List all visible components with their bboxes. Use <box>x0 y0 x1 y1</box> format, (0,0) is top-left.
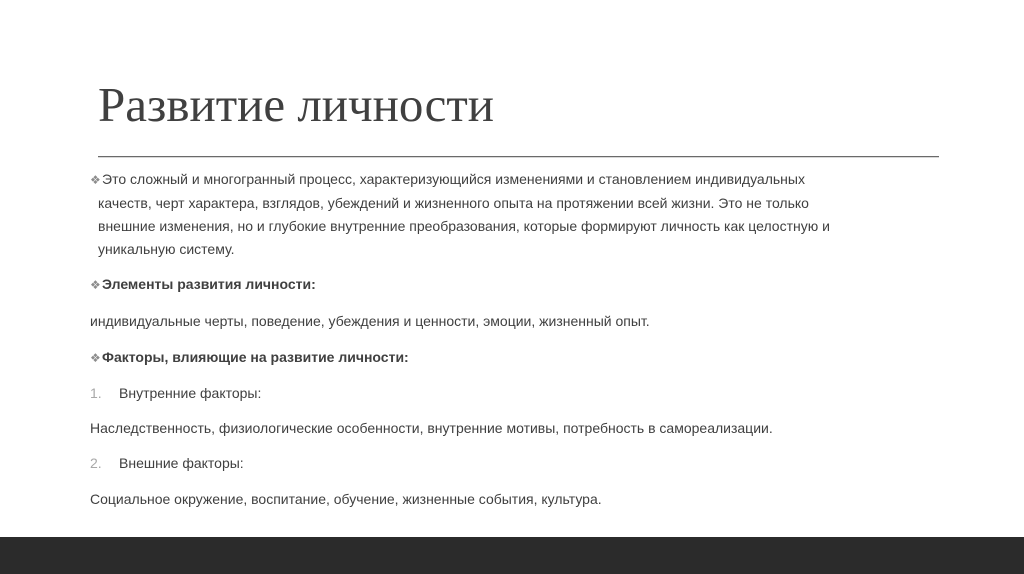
factors-heading <box>90 346 950 370</box>
bottom-bar <box>0 537 1024 574</box>
elements-heading-text: Элементы развития личности: <box>102 276 316 292</box>
slide-content <box>90 168 950 511</box>
internal-factors-text: Наследственность, физиологические особенности, внутренние мотивы, потребность в самореализации. <box>90 420 773 436</box>
internal-factors-item <box>90 382 950 405</box>
factors-heading-text: Факторы, влияющие на развитие личности: <box>102 349 409 365</box>
intro-line-text: Это сложный и многогранный процесс, характеризующийся изменениями и становлением индивидуальных <box>102 171 805 187</box>
elements-text: индивидуальные черты, поведение, убеждения и ценности, эмоции, жизненный опыт. <box>90 313 650 329</box>
internal-factors-label: Внутренние факторы: <box>119 385 262 401</box>
title-divider <box>98 156 939 158</box>
slide-title: Развитие личности <box>98 77 494 132</box>
diamond-bullet-icon: ❖ <box>90 351 101 365</box>
external-factors-item <box>90 452 950 475</box>
intro-line <box>90 168 940 192</box>
external-factors-text: Социальное окружение, воспитание, обучение, жизненные события, культура. <box>90 491 602 507</box>
list-number: 1. <box>90 385 102 401</box>
diamond-bullet-icon: ❖ <box>90 173 101 187</box>
elements-heading <box>90 273 950 297</box>
intro-line: внешние изменения, но и глубокие внутренние преобразования, которые формируют личность как целостную и <box>98 218 830 234</box>
diamond-bullet-icon: ❖ <box>90 278 101 292</box>
external-factors-label: Внешние факторы: <box>119 455 244 471</box>
intro-paragraph <box>90 168 940 261</box>
intro-line: уникальную систему. <box>98 241 235 257</box>
intro-line: качеств, черт характера, взглядов, убеждений и жизненного опыта на протяжении всей жизни. Это не только <box>98 195 809 211</box>
list-number: 2. <box>90 455 102 471</box>
